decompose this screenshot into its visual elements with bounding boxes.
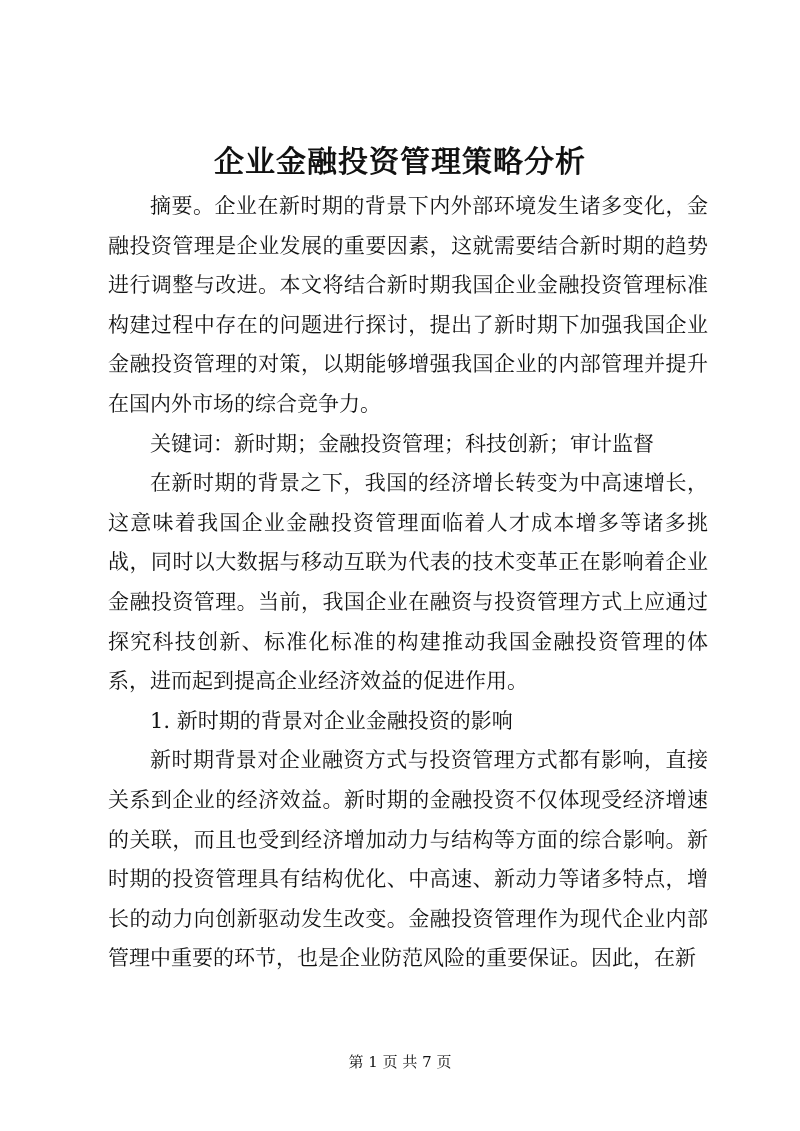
page-number-footer: 第 1 页 共 7 页 [348,1053,452,1071]
intro-paragraph: 在新时期的背景之下，我国的经济增长转变为中高速增长，这意味着我国企业金融投资管理面临着人才成本增多等诸多挑战，同时以大数据与移动互联为代表的技术变革正在影响着企业金融投资管理。当前，我国企业在融资与投资管理方式上应通过探究科技创新、标准化标准的构建推动我国金融投资管理的体系，进而起到提高企业经济效益的促进作用。 [108,471,708,694]
section-paragraph: 新时期背景对企业融资方式与投资管理方式都有影响，直接关系到企业的经济效益。新时期的金融投资不仅体现受经济增速的关联，而且也受到经济增加动力与结构等方面的综合影响。新时期的投资管理具有结构优化、中高速、新动力等诸多特点，增长的动力向创新驱动发生改变。金融投资管理作为现代企业内部管理中重要的环节，也是企业防范风险的重要保证。因此，在新 [108,748,708,971]
abstract-paragraph: 摘要。企业在新时期的背景下内外部环境发生诸多变化，金融投资管理是企业发展的重要因素，这就需要结合新时期的趋势进行调整与改进。本文将结合新时期我国企业金融投资管理标准构建过程中存在的问题进行探讨，提出了新时期下加强我国企业金融投资管理的对策，以期能够增强我国企业的内部管理并提升在国内外市场的综合竞争力。 [108,194,708,416]
document-body [108,187,708,979]
document-title: 企业金融投资管理策略分析 [214,145,586,180]
section-heading: 1. 新时期的背景对企业金融投资的影响 [150,708,513,733]
keywords-paragraph: 关键词：新时期；金融投资管理；科技创新；审计监督 [150,431,654,456]
